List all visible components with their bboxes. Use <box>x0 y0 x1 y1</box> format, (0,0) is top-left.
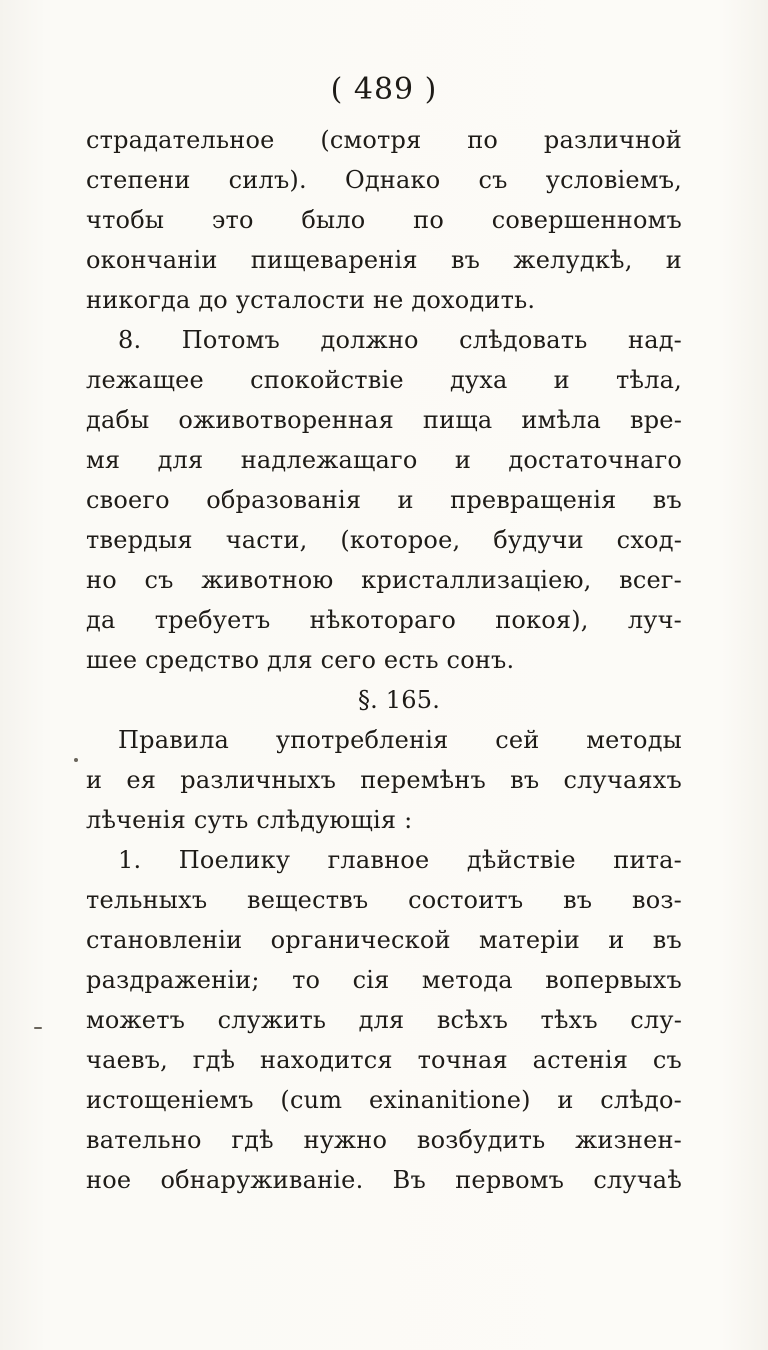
text-line: тельныхъ веществъ состоитъ въ воз- <box>86 886 682 914</box>
text-line: дабы оживотворенная пища имѣла вре- <box>86 406 682 434</box>
text-line: чаевъ, гдѣ находится точная астенія съ <box>86 1046 682 1074</box>
text-line: да требуетъ нѣкотораго покоя), луч- <box>86 606 682 634</box>
text-line: шее средство для сего есть сонъ. <box>86 646 515 674</box>
text-line: 8. Потомъ должно слѣдовать над- <box>118 326 682 354</box>
ink-speck <box>34 1027 42 1029</box>
text-line: степени силъ). Однако съ условіемъ, <box>86 166 682 194</box>
text-line: становленіи органической матеріи и въ <box>86 926 682 954</box>
page-number: ( 489 ) <box>330 72 438 107</box>
text-line: 1. Поелику главное дѣйствіе пита- <box>118 846 682 874</box>
text-line: ное обнаруживаніе. Въ первомъ случаѣ <box>86 1166 682 1194</box>
body-text <box>86 120 682 1200</box>
text-line: но съ животною кристаллизаціею, всег- <box>86 566 682 594</box>
ink-speck <box>74 758 78 762</box>
text-line: чтобы это было по совершенномъ <box>86 206 682 234</box>
text-line: раздраженіи; то сія метода вопервыхъ <box>86 966 682 994</box>
text-line: лежащее спокойствіе духа и тѣла, <box>86 366 682 394</box>
text-line: и ея различныхъ перемѣнъ въ случаяхъ <box>86 766 682 794</box>
text-line: окончаніи пищеваренія въ желудкѣ, и <box>86 246 682 274</box>
text-line: истощеніемъ (cum exinanitione) и слѣдо- <box>86 1086 682 1114</box>
text-line: мя для надлежащаго и достаточнаго <box>86 446 682 474</box>
section-heading: §. 165. <box>357 686 441 714</box>
text-line: лѣченія суть слѣдующія : <box>86 806 413 834</box>
text-line: можетъ служить для всѣхъ тѣхъ слу- <box>86 1006 682 1034</box>
text-line: страдательное (смотря по различной <box>86 126 682 154</box>
text-line: своего образованія и превращенія въ <box>86 486 682 514</box>
text-line: вательно гдѣ нужно возбудить жизнен- <box>86 1126 682 1154</box>
text-line: Правила употребленія сей методы <box>118 726 682 754</box>
text-line: твердыя части, (которое, будучи сход- <box>86 526 682 554</box>
text-line: никогда до усталости не доходить. <box>86 286 536 314</box>
